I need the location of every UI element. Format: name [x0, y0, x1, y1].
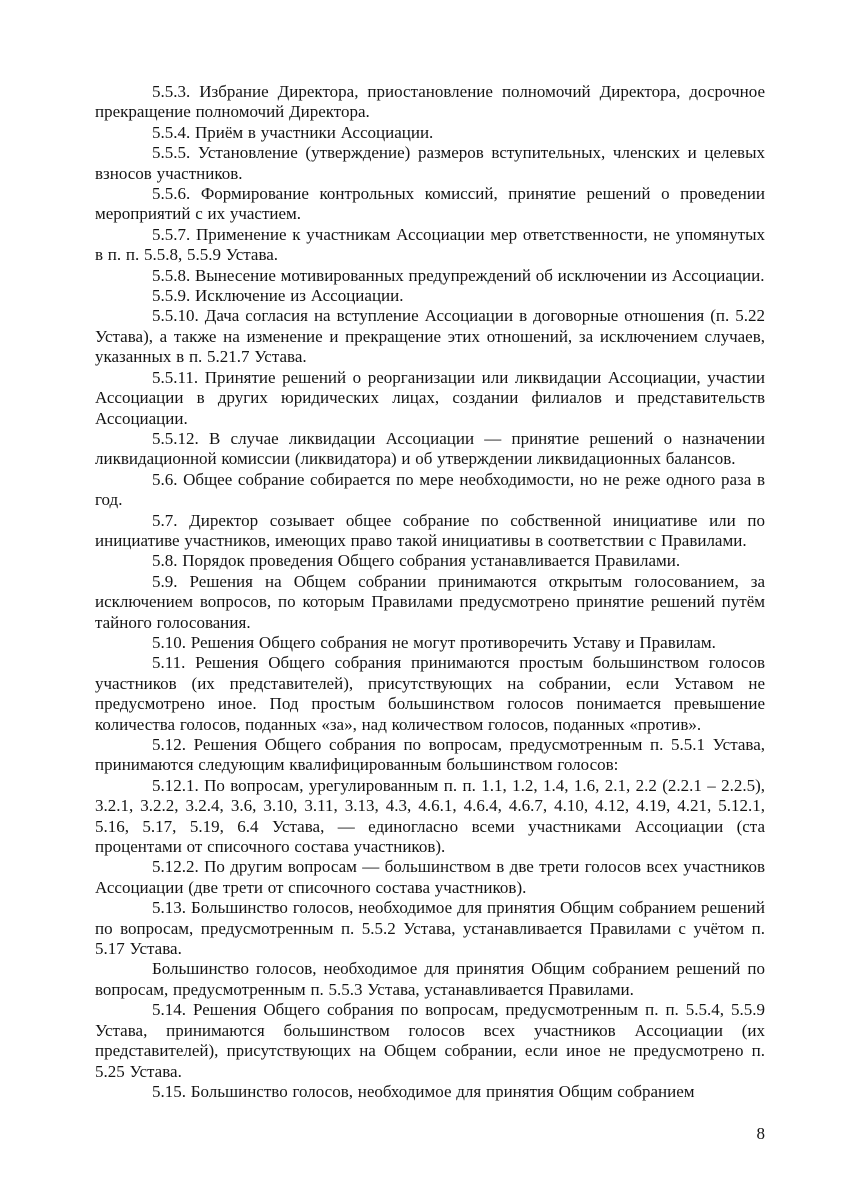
paragraph-5-15: 5.15. Большинство голосов, необходимое для принятия Общим собранием	[152, 1081, 695, 1101]
paragraph-5-12-2: 5.12.2. По другим вопросам — большинством в две трети голосов всех участников Ассоциации (две трети от списочного состава участников).	[95, 857, 765, 897]
paragraph-5-5-10: 5.5.10. Дача согласия на вступление Ассоциации в договорные отношения (п. 5.22 Устава), а также на изменение и прекращение этих отношений, за исключением случаев, указанных в п. 5.21.7 Устава.	[95, 306, 765, 367]
paragraph-5-9: 5.9. Решения на Общем собрании принимаются открытым голосованием, за исключением вопросов, по которым Правилами предусмотрено принятие решений путём тайного голосования.	[95, 571, 765, 632]
paragraph-5-8: 5.8. Порядок проведения Общего собрания устанавливается Правилами.	[152, 551, 681, 571]
paragraph-5-13: 5.13. Большинство голосов, необходимое для принятия Общим собранием решений по вопросам, предусмотренным п. 5.5.2 Устава, устанавливается Правилами с учётом п. 5.17 Устава.	[95, 898, 765, 959]
document-text-block	[95, 82, 765, 1102]
page-number: 8	[756, 1124, 765, 1143]
paragraph-5-6: 5.6. Общее собрание собирается по мере необходимости, но не реже одного раза в год.	[95, 469, 765, 510]
paragraph-5-12-1: 5.12.1. По вопросам, урегулированным п. п. 1.1, 1.2, 1.4, 1.6, 2.1, 2.2 (2.2.1 – 2.2.5), 3.2.1, 3.2.2, 3.2.4, 3.6, 3.10, 3.11, 3.13, 4.3, 4.6.1, 4.6.4, 4.6.7, 4.10, 4.12, 4.19, 4.21, 5.12.1, 5.16, 5.17, 5.19, 6.4 Устава, — единогласно всеми участниками Ассоциации (ста процентами от списочного состава участников).	[95, 775, 765, 857]
paragraph-5-5-8: 5.5.8. Вынесение мотивированных предупреждений об исключении из Ассоциации.	[152, 265, 765, 285]
paragraph-5-11: 5.11. Решения Общего собрания принимаются простым большинством голосов участников (их представителей), присутствующих на собрании, если Уставом не предусмотрено иное. Под простым большинством голосов понимается превышение количества голосов, поданных «за», над количеством голосов, поданных «против».	[95, 653, 765, 734]
paragraph-5-5-5: 5.5.5. Установление (утверждение) размеров вступительных, членских и целевых взносов участников.	[95, 143, 765, 183]
paragraph-5-14: 5.14. Решения Общего собрания по вопросам, предусмотренным п. п. 5.5.4, 5.5.9 Устава, принимаются большинством голосов всех участников Ассоциации (их представителей), присутствующих на Общем собрании, если иное не предусмотрено п. 5.25 Устава.	[95, 1000, 765, 1081]
paragraph-5-12: 5.12. Решения Общего собрания по вопросам, предусмотренным п. 5.5.1 Устава, принимаются следующим квалифицированным большинством голосов:	[95, 735, 765, 775]
paragraph-5-5-3: 5.5.3. Избрание Директора, приостановление полномочий Директора, досрочное прекращение полномочий Директора.	[95, 82, 765, 122]
paragraph-5-10: 5.10. Решения Общего собрания не могут противоречить Уставу и Правилам.	[152, 632, 716, 652]
paragraph-5-7: 5.7. Директор созывает общее собрание по собственной инициативе или по инициативе участников, имеющих право такой инициативы в соответствии с Правилами.	[95, 510, 765, 550]
paragraph-5-5-7: 5.5.7. Применение к участникам Ассоциации мер ответственности, не упомянутых в п. п. 5.5.8, 5.5.9 Устава.	[95, 224, 765, 265]
paragraph-5-5-12: 5.5.12. В случае ликвидации Ассоциации — принятие решений о назначении ликвидационной комиссии (ликвидатора) и об утверждении ликвидационных балансов.	[95, 428, 765, 469]
paragraph-5-5-9: 5.5.9. Исключение из Ассоциации.	[152, 286, 404, 306]
paragraph-5-5-6: 5.5.6. Формирование контрольных комиссий, принятие решений о проведении мероприятий с их участием.	[95, 184, 765, 224]
paragraph-5-5-11: 5.5.11. Принятие решений о реорганизации или ликвидации Ассоциации, участии Ассоциации в других юридических лицах, создании филиалов и представительств Ассоциации.	[95, 367, 765, 428]
paragraph-5-5-4: 5.5.4. Приём в участники Ассоциации.	[152, 122, 434, 142]
paragraph-5-13-continued: Большинство голосов, необходимое для принятия Общим собранием решений по вопросам, предусмотренным п. 5.5.3 Устава, устанавливается Правилами.	[95, 959, 765, 999]
